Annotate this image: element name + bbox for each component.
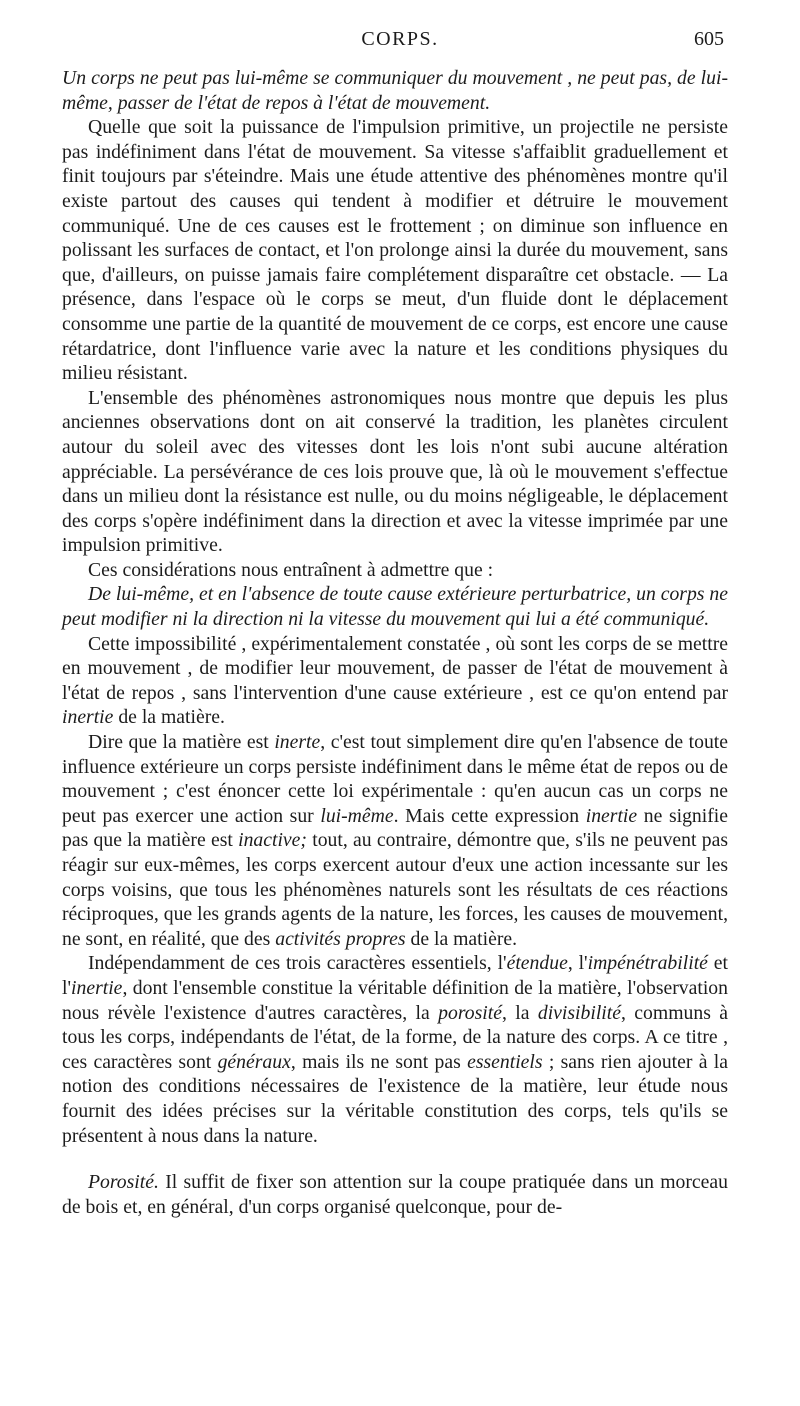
text-run: , mais ils ne sont pas (290, 1050, 468, 1073)
paragraph-consequence (62, 558, 728, 583)
text-run: Indépendamment de ces trois caractères essentiels, l' (88, 952, 507, 975)
page-number: 605 (694, 28, 724, 50)
text-run: et l' (62, 952, 728, 999)
italic-text: inerte (274, 731, 321, 754)
text-run: Ces considérations nous entraînent à admettre que : (88, 558, 494, 581)
italic-text: De lui-même, et en l'absence de toute cause extérieure perturbatrice, un corps ne peut modifier ni la direction ni la vitesse du mouvement qui lui a été communiqué. (62, 583, 728, 631)
text-run: ne signifie pas que la matière est (62, 804, 729, 852)
italic-text: Porosité. (88, 1171, 159, 1194)
paragraph-inertia-definition (62, 632, 728, 730)
italic-text: généraux (217, 1050, 291, 1073)
text-run: Cette impossibilité , expérimentalement constatée , où sont les corps de se mettre en mouvement , de modifier leur mouvement, de passer de l'état de mouvement à l'état de repos , sans l'intervention d'une cause extérieure , est ce qu'on entend par (62, 632, 728, 704)
italic-text: inertie (585, 804, 638, 827)
italic-text: lui-même (320, 804, 394, 827)
text-run: de la matière. (113, 706, 225, 729)
paragraph-general-characters (62, 951, 728, 1148)
paragraph-principle-1 (62, 66, 728, 115)
text-run: ; sans rien ajouter à la notion des conditions nécessaires de l'existence de la matière, leur étude nous fournit des idées précises sur la véritable constitution des corps, tels qu'ils se présentent à nous dans la nature. (62, 1050, 728, 1147)
paragraph-projectile (62, 115, 728, 386)
italic-text: étendue (506, 952, 568, 975)
paragraph-inert-matter (62, 730, 728, 951)
italic-text: inertie (71, 976, 123, 999)
page-header (0, 28, 800, 58)
text-run: , dont l'ensemble constitue la véritable définition de la matière, l'observation nous révèle l'existence d'autres caractères, la (62, 976, 728, 1024)
text-run: Il suffit de fixer son attention sur la coupe pratiquée dans un morceau de bois et, en général, d'un corps organisé quelconque, pour de- (62, 1171, 728, 1218)
italic-text: impénétrabilité (587, 952, 708, 975)
italic-text: inertie (62, 706, 114, 729)
text-run: Quelle que soit la puissance de l'impulsion primitive, un projectile ne persiste pas indéfiniment dans l'état de mouvement. Sa vitesse s'affaiblit graduellement et finit toujours par s'éteindre. Mais une étude attentive des phénomènes montre qu'il existe partout des causes qui tendent à modifier et détruire le mouvement communiqué. Une de ces causes est le frottement ; on diminue son influence en polissant les surfaces de contact, et l'on prolonge ainsi la durée du mouvement, sans que, d'ailleurs, on puisse jamais faire complétement disparaître cet obstacle. — La présence, dans l'espace où le corps se meut, d'un fluide dont le déplacement consomme une partie de la quantité de mouvement de ce corps, est encore une cause rétardatrice, dont l'influence varie avec la nature et les conditions physiques du milieu résistant. (62, 116, 728, 385)
text-run: , la (501, 1001, 538, 1024)
text-run: L'ensemble des phénomènes astronomiques nous montre que depuis les plus anciennes observations dont on ait conservé la tradition, les planètes circulent autour du soleil avec des vitesses dont les lois n'ont subi aucune altération appréciable. La persévérance de ces lois prouve que, là où le mouvement s'effectue dans un milieu dont la résistance est nulle, ou du moins négligeable, le déplacement des corps s'opère indéfiniment dans la direction et avec la vitesse imprimée par une impulsion primitive. (62, 386, 728, 557)
italic-text: porosité (438, 1001, 502, 1024)
paragraph-astronomy (62, 386, 728, 558)
text-run: , communs à tous les corps, indépendants de l'état, de la forme, de la nature des corps. A ce titre , ces caractères sont (62, 1001, 728, 1073)
paragraph-porosity (62, 1170, 728, 1219)
italic-text: essentiels (467, 1050, 543, 1073)
text-run: Dire que la matière est (88, 731, 275, 754)
body-text (62, 66, 728, 1219)
text-run: tout, au contraire, démontre que, s'ils ne peuvent pas réagir sur eux-mêmes, les corps exercent autour d'eux une action incessante sur les corps voisins, que tous les phénomènes naturels sont les résultats de ces réactions réciproques, que les grands agents de la nature, les forces, les causes de mouvement, ne sont, en réalité, que des (62, 829, 728, 950)
text-run: , c'est tout simplement dire qu'en l'absence de toute influence extérieure un corps persiste indéfiniment dans le même état de repos ou de mouvement ; c'est énoncer cette loi expérimentale : qu'en aucun cas un corps ne peut pas exercer une action sur (62, 731, 728, 827)
running-head: CORPS. (361, 28, 439, 50)
italic-text: inactive; (238, 829, 307, 852)
paragraph-principle-2 (62, 582, 728, 631)
text-run: de la matière. (405, 927, 518, 950)
text-run: , l' (567, 952, 588, 975)
italic-text: divisibilité (537, 1001, 621, 1024)
italic-text: Un corps ne peut pas lui-même se communiquer du mouvement , ne peut pas, de lui-même, passer de l'état de repos à l'état de mouvement. (62, 67, 728, 114)
italic-text: activités propres (275, 927, 406, 950)
text-run: . Mais cette expression (393, 804, 586, 827)
